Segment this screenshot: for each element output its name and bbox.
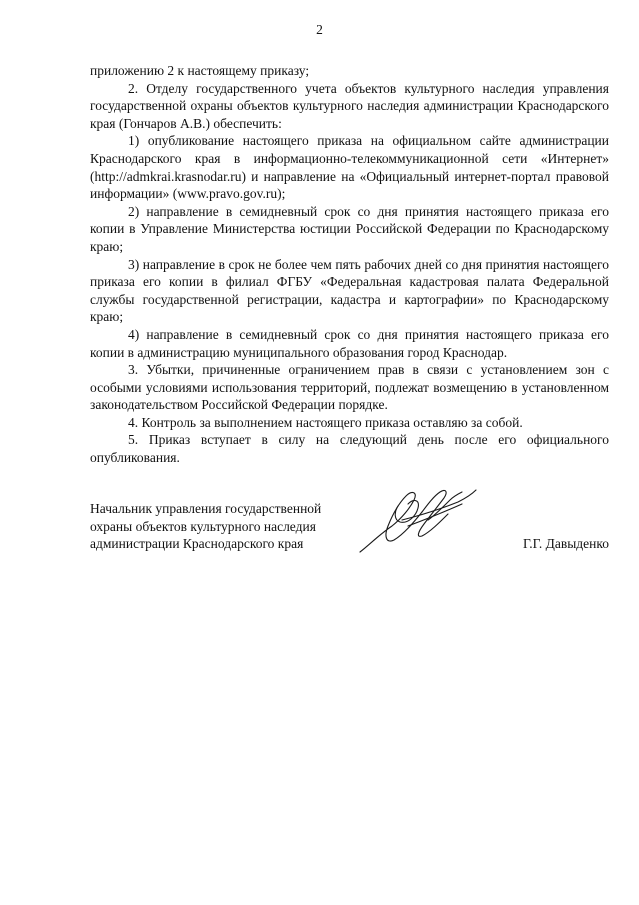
document-body xyxy=(90,62,609,467)
signatory-position-line: Начальник управления государственной xyxy=(90,501,322,516)
signature-block xyxy=(90,500,609,560)
paragraph-subitem-3: 3) направление в срок не более чем пять рабочих дней со дня принятия настоящего приказа его копии в филиал ФГБУ «Федеральная кадастровая палата Федеральной службы государственной регистрации, кадастра и картографии» по Краснодарскому краю; xyxy=(90,256,609,325)
paragraph-continuation: приложению 2 к настоящему приказу; xyxy=(90,63,310,78)
signatory-name: Г.Г. Давыденко xyxy=(522,536,609,551)
signature-stroke xyxy=(418,490,448,536)
paragraph-subitem-2: 2) направление в семидневный срок со дня принятия настоящего приказа его копии в Управление Министерства юстиции Российской Федерации по Краснодарскому краю; xyxy=(90,203,609,254)
handwritten-signature xyxy=(358,486,478,554)
paragraph-subitem-4: 4) направление в семидневный срок со дня принятия настоящего приказа его копии в администрацию муниципального образования город Краснодар. xyxy=(90,326,609,360)
paragraph-item-4: 4. Контроль за выполнением настоящего приказа оставляю за собой. xyxy=(128,414,523,430)
page-number: 2 xyxy=(316,22,323,37)
paragraph-subitem-1: 1) опубликование настоящего приказа на официальном сайте администрации Краснодарского края в информационно-телекоммуникационной сети «Интернет» (http://admkrai.krasnodar.ru) и направление на «Официальный интернет-портал правовой информации» (www.pravo.gov.ru); xyxy=(90,133,609,202)
paragraph-item-3: 3. Убытки, причиненные ограничением прав в связи с установлением зон с особыми условиями использования территорий, подлежат возмещению в установленном законодательством Российской Федерации порядке. xyxy=(90,362,609,413)
paragraph-item-5: 5. Приказ вступает в силу на следующий день после его официального опубликования. xyxy=(90,432,609,466)
paragraph-item-2: 2. Отделу государственного учета объектов культурного наследия управления государственной охраны объектов культурного наследия администрации Краснодарского края (Гончаров А.В.) обеспечить: xyxy=(90,80,609,131)
signatory-position xyxy=(90,500,380,553)
signatory-position-line: администрации Краснодарского края xyxy=(90,536,304,552)
signature-stroke xyxy=(360,493,422,552)
signatory-position-line: охраны объектов культурного наследия xyxy=(90,518,316,534)
